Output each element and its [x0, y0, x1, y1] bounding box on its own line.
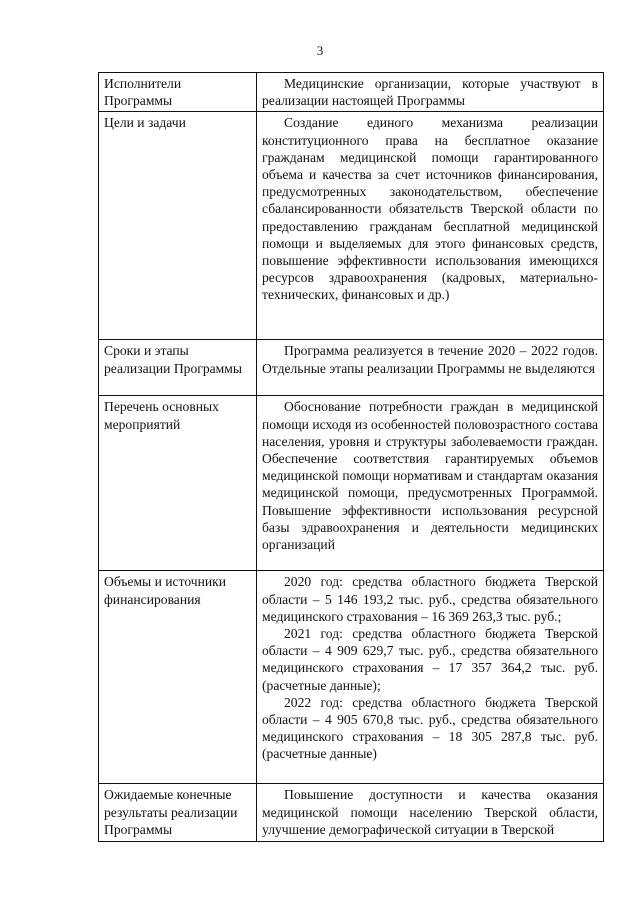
paragraph: Обоснование потребности граждан в медицинской помощи исходя из особенностей половозрастного состава населения, уровня и структуры заболеваемости граждан. Обеспечение соответствия гарантируемых объемов медицинской помощи нормативам и стандартам оказания медицинской помощи, предусмотренных Программой. Повышение эффективности использования ресурсной базы здравоохранения и деятельности медицинских организаций: [262, 399, 598, 553]
table-row-timeline: [99, 340, 604, 396]
row-content: [257, 73, 604, 112]
row-label: [99, 340, 257, 396]
row-label: [99, 73, 257, 112]
paragraph: Создание единого механизма реализации конституционного права на бесплатное оказание гражданам медицинской помощи гарантированного объема и качества за счет источников финансирования, предусмотренных законодательством, обеспечение сбалансированности обязательств Тверской области по предоставлению гражданам бесплатной медицинской помощи и выделяемых для этого финансовых средств, повышение эффективности использования имеющихся ресурсов здравоохранения (кадровых, материально-технических, финансовых и др.): [262, 115, 598, 303]
label-line: результаты реализации: [104, 804, 238, 820]
row-label: [99, 784, 257, 842]
row-label: [99, 571, 257, 784]
label-line: Цели и задачи: [104, 115, 186, 131]
table-row-funding: [99, 571, 604, 784]
label-line: Программы: [104, 93, 173, 109]
label-line: Ожидаемые конечные: [104, 787, 232, 803]
table-row-results: [99, 784, 604, 842]
row-content: [257, 340, 604, 396]
label-line: мероприятий: [104, 416, 181, 432]
row-content: [257, 571, 604, 784]
table-row-executors: [99, 73, 604, 112]
label-line: реализации Программы: [104, 360, 242, 376]
program-passport-table: [98, 72, 604, 842]
row-content: [257, 396, 604, 571]
row-label: [99, 396, 257, 571]
table-row-activities: [99, 396, 604, 571]
row-content: [257, 784, 604, 842]
paragraph: Медицинские организации, которые участвуют в реализации настоящей Программы: [262, 76, 598, 109]
row-content: [257, 112, 604, 340]
paragraph: 2020 год: средства областного бюджета Тверской области – 5 146 193,2 тыс. руб., средства обязательного медицинского страхования – 16 369 263,3 тыс. руб.;: [262, 574, 598, 624]
paragraph: 2021 год: средства областного бюджета Тверской области – 4 909 629,7 тыс. руб., средства обязательного медицинского страхования – 17 357 364,2 тыс. руб. (расчетные данные);: [262, 626, 598, 693]
paragraph: Программа реализуется в течение 2020 – 2022 годов. Отдельные этапы реализации Программы не выделяются: [262, 343, 598, 376]
table-row-goals: [99, 112, 604, 340]
label-line: Сроки и этапы: [104, 343, 189, 359]
label-line: Исполнители: [104, 76, 182, 91]
paragraph: Повышение доступности и качества оказания медицинской помощи населению Тверской области, улучшение демографической ситуации в Тверской: [262, 787, 598, 837]
label-line: финансирования: [104, 591, 201, 607]
label-line: Объемы и источники: [104, 574, 227, 590]
label-line: Программы: [104, 821, 173, 837]
label-line: Перечень основных: [104, 399, 219, 415]
row-label: [99, 112, 257, 340]
page-number: 3: [316, 43, 324, 58]
paragraph: 2022 год: средства областного бюджета Тверской области – 4 905 670,8 тыс. руб., средства обязательного медицинского страхования – 18 305 287,8 тыс. руб. (расчетные данные): [262, 694, 598, 762]
